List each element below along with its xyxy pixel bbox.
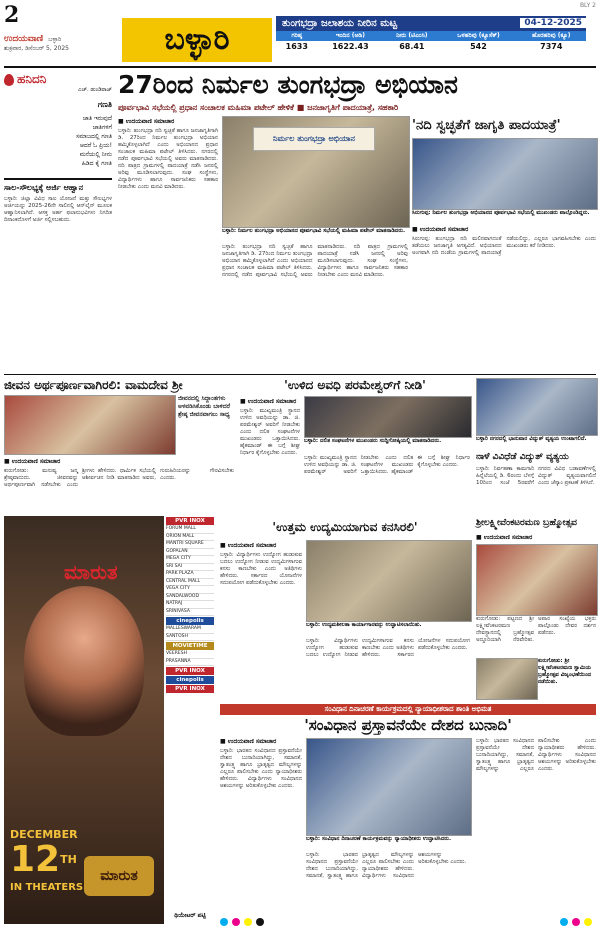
cinepolis-logo: cinepolis xyxy=(166,676,214,684)
poem-title: ಗಣತಿ xyxy=(97,100,112,109)
right-photo-caption: ಸಿರುಗುಪ್ಪ: ನಿರ್ಮಲ ತುಂಗಭದ್ರಾ ಅಭಿಯಾನದ ಪೂರ್ವಭಾವಿ ಸಭೆಯಲ್ಲಿ ಮುಖಂಡರು ಪಾಲ್ಗೊಂಡಿದ್ದರು. xyxy=(412,210,590,216)
registration-mark xyxy=(584,918,592,926)
edition-label: ಬಳ್ಳಾರಿ xyxy=(48,36,62,43)
theater-name: NATRAJ xyxy=(166,601,214,609)
udyami-body-continued: ಬಳ್ಳಾರಿ: ವಿದ್ಯಾರ್ಥಿಗಳು ಉದ್ಯೋಗ ಹುಡುಕುವ ಬದಲು ಉದ್ಯೋಗ ನೀಡುವ ಉದ್ಯಮಿಗಳಾಗುವ ಕನಸು ಕಾಣಬೇಕು ಎಂದು ಅತಿಥಿಗಳು ಹೇಳಿದರು. ಸರ್ಕಾರದ ಯೋಜನೆಗಳ ಸದುಪಯೋಗ ಪಡೆದುಕೊಳ್ಳಬೇಕು ಎಂದರು. xyxy=(306,638,470,658)
theater-name: SANDALWOOD xyxy=(166,594,214,602)
registration-mark xyxy=(244,918,252,926)
right-byline: ■ ಉದಯವಾಣಿ ಸಮಾಚಾರ xyxy=(412,226,469,233)
dam-panel-title xyxy=(276,16,586,31)
theater-names xyxy=(166,651,214,666)
movie-day-suffix: TH xyxy=(60,853,77,866)
dam-value: 1633 xyxy=(285,42,308,51)
registration-mark xyxy=(232,918,240,926)
right-body: ಸಿರುಗುಪ್ಪ: ತುಂಗಭದ್ರಾ ನದಿ ಮಲಿನವಾಗದಂತೆ ತಡೆಯಲು ಜನಜಾಗೃತಿ ಅಗತ್ಯವಿದೆ. ಅಭಿಯಾನದ ಅಂಗವಾಗಿ ನದಿ ದಂಡೆಯ ಗ್ರಾಮಗಳಲ್ಲಿ ಪಾದಯಾತ್ರೆ ನಡೆಯಲಿದ್ದು, ಎಲ್ಲರೂ ಭಾಗವಹಿಸಬೇಕು ಎಂದು ಮುಖಂಡರು ಕರೆ ನೀಡಿದರು. xyxy=(412,236,596,256)
lead-body: ಬಳ್ಳಾರಿ: ತುಂಗಭದ್ರಾ ನದಿ ಸ್ವಚ್ಛತೆ ಹಾಗೂ ಜನಜಾಗೃತಿಗಾಗಿ ಡಿ. 27ರಿಂದ ನಿರ್ಮಲ ತುಂಗಭದ್ರಾ ಅಭಿಯಾನ ಹಮ್ಮಿಕೊಳ್ಳಲಾಗಿದೆ ಎಂದು ಅಭಿಯಾನದ ಪ್ರಧಾನ ಸಂಚಾಲಕ ಮಹಿಮಾ ಪಟೇಲ್ ತಿಳಿಸಿದರು. ನಗರದಲ್ಲಿ ನಡೆದ ಪೂರ್ವಭಾವಿ ಸಭೆಯಲ್ಲಿ ಅವರು ಮಾತನಾಡಿದರು. ನದಿ ಪಾತ್ರದ ಗ್ರಾಮಗಳಲ್ಲಿ ಪಾದಯಾತ್ರೆ ನಡೆಸಿ ಜನರಲ್ಲಿ ಅರಿವು ಮೂಡಿಸಲಾಗುವುದು. ಸಂಘ ಸಂಸ್ಥೆಗಳು, ವಿದ್ಯಾರ್ಥಿಗಳು ಹಾಗೂ ಸಾರ್ವಜನಿಕರು ಸಹಕಾರ ನೀಡಬೇಕು ಎಂದು ಮನವಿ ಮಾಡಿದರು. xyxy=(118,128,218,190)
vamadev-body: ಕುರುಗೋಡು: ಮನುಷ್ಯ ಜನ್ಮ ಶ್ರೇಷ್ಠವಾದುದು. ಜೀವನವನ್ನು ಅರ್ಥಪೂರ್ಣವಾಗಿ ನಡೆಸಬೇಕು ಎಂದು ಶ್ರೀಗಳು ಹೇಳಿದರು. ಧಾರ್ಮಿಕ ಸಭೆಯಲ್ಲಿ ಆಶೀರ್ವಚನ ನೀಡಿ ಮಾತನಾಡಿದ ಅವರು, ಗುರುಹಿರಿಯರನ್ನು ಗೌರವಿಸಬೇಕು ಎಂದರು. xyxy=(4,468,234,488)
theater-name: MALLESWARAM xyxy=(166,626,214,634)
registration-mark xyxy=(220,918,228,926)
theater-list-footer: ಥಿಯೇಟರ್ ಪಟ್ಟಿ xyxy=(174,912,206,919)
lead-subhead: ಪೂರ್ವಭಾವಿ ಸಭೆಯಲ್ಲಿ ಪ್ರಧಾನ ಸಂಚಾಲಕ ಮಹಿಮಾ ಪಟೇಲ್ ಹೇಳಿಕೆ ■ ಜನಜಾಗೃತಿಗೆ ಪಾದಯಾತ್ರೆ, ಸಹಕಾರಿ xyxy=(118,103,399,112)
venkatesh-byline: ■ ಉದಯವಾಣಿ ಸಮಾಚಾರ xyxy=(476,534,533,541)
movie-release-day xyxy=(10,840,77,880)
theater-name: SRI SAI xyxy=(166,564,214,572)
movie-day-number: 12 xyxy=(10,839,61,880)
parameshwar-photo-caption: ಬಳ್ಳಾರಿ: ದಲಿತ ಸಂಘಟನೆಗಳ ಮುಖಂಡರು ಸುದ್ದಿಗೋಷ್ಠಿಯಲ್ಲಿ ಮಾತನಾಡಿದರು. xyxy=(304,438,442,444)
page-number: 2 xyxy=(4,2,20,28)
movie-title-badge: ಮಾರುತ xyxy=(84,856,154,896)
udyami-photo-caption: ಬಳ್ಳಾರಿ: ಉದ್ಯಮಶೀಲತಾ ಕಾರ್ಯಾಗಾರವನ್ನು ಉದ್ಘಾಟಿಸಲಾಯಿತು. xyxy=(306,622,422,628)
vamadev-photo xyxy=(4,395,176,455)
poem-line: ಮನೆಯಲ್ಲಿ ನೀನು xyxy=(79,151,112,158)
constitution-photo xyxy=(306,738,472,836)
venkatesh-photo xyxy=(476,544,598,616)
theater-name: GOPALAN xyxy=(166,549,214,557)
registration-mark xyxy=(572,918,580,926)
story-body: ಬಳ್ಳಾರಿ: ಜಿಲ್ಲಾ ವಿವಿಧ ಸಾಲ ಯೋಜನೆ ಮತ್ತು ಸೌಲಭ್ಯಗಳ ಅರ್ಜಿಯನ್ನು 2025-26ನೇ ಸಾಲಿನಲ್ಲಿ ಆನ್‌ಲೈನ್ ಮೂಲಕ ಆಹ್ವಾನಿಸಲಾಗಿದೆ. ಆಸಕ್ತ ಅರ್ಹ ಫಲಾನುಭವಿಗಳು ನಿಗದಿತ ದಿನಾಂಕದೊಳಗೆ ಅರ್ಜಿ ಸಲ್ಲಿಸಬಹುದು. xyxy=(4,196,112,223)
poem-line: ಆದರೆ ಓ ಪ್ರಿಯ! xyxy=(79,142,112,149)
drop-icon xyxy=(4,74,14,86)
dam-date: 04-12-2025 xyxy=(520,18,586,28)
dam-value: 7374 xyxy=(540,42,563,51)
edition-code: BLY 2 xyxy=(579,2,596,9)
power-headline: ನಾಳೆ ವಿವಿಧೆಡೆ ವಿದ್ಯುತ್ ವ್ಯತ್ಯಯ xyxy=(476,452,569,462)
movie-poster-figure xyxy=(24,586,144,736)
vamadev-headline: ಜೀವನ ಅರ್ಥಪೂರ್ಣವಾಗಿರಲಿ: ವಾಮದೇವ ಶ್ರೀ xyxy=(4,378,183,392)
right-photo xyxy=(412,138,598,210)
poem-line: ಜಾತಿ ಇರುವುದೆ xyxy=(82,115,112,122)
dam-value: 542 xyxy=(470,42,487,51)
right-body-col xyxy=(412,224,596,356)
lead-photo xyxy=(222,116,410,228)
hanidani-header xyxy=(4,72,112,87)
theater-name: ORION MALL xyxy=(166,534,214,542)
banner-text: ನಿರ್ಮಲ ತುಂಗಭದ್ರಾ ಅಭಿಯಾನ xyxy=(253,127,375,151)
theater-name: VEERESH xyxy=(166,651,214,659)
constitution-body-col xyxy=(220,736,302,918)
venkatesh-photo-small xyxy=(476,658,538,700)
dam-header: ನೀರು (ಟಿಎಂಸಿ) xyxy=(383,31,440,41)
theater-name: PRASANNA xyxy=(166,659,214,667)
dam-header: ಗರಿಷ್ಠ xyxy=(276,31,318,41)
venkatesh-photo-caption: ಕುರುಗೋಡು: ಶ್ರೀ ಲಕ್ಷ್ಮೀವೆಂಕಟರಮಣ ಸ್ವಾಮಿಯ ಬ್ರಹ್ಮೋತ್ಸವ ವಿಜೃಂಭಣೆಯಿಂದ ನಡೆಯಿತು. xyxy=(538,658,592,685)
constitution-body: ಬಳ್ಳಾರಿ: ಭಾರತದ ಸಂವಿಧಾನದ ಪ್ರಸ್ತಾವನೆಯೇ ದೇಶದ ಬುನಾದಿಯಾಗಿದ್ದು, ಸಮಾನತೆ, ಸ್ವಾತಂತ್ರ್ಯ ಹಾಗೂ ಭ್ರಾತೃತ್ವದ ಮೌಲ್ಯಗಳನ್ನು ಎಲ್ಲರೂ ಪಾಲಿಸಬೇಕು ಎಂದು ನ್ಯಾಯಾಧೀಶರು ಹೇಳಿದರು. ವಿದ್ಯಾರ್ಥಿಗಳು ಸಂವಿಧಾನದ ಆಶಯಗಳನ್ನು ಅರಿತುಕೊಳ್ಳಬೇಕು ಎಂದರು. xyxy=(220,748,302,789)
pvr-logo: PVR INOX xyxy=(166,685,214,693)
poem-line: ಜಾತಿಗಳಿಗೆ xyxy=(92,124,112,131)
theater-name: CENTRAL MALL xyxy=(166,579,214,587)
parameshwar-body-col xyxy=(240,396,300,508)
lead-byline: ■ ಉದಯವಾಣಿ ಸಮಾಚಾರ xyxy=(118,118,175,125)
dam-header: ಒಳಹರಿವು (ಕ್ಯೂಸೆಕ್) xyxy=(440,31,516,41)
movie-tagline: IN THEATERS xyxy=(10,882,84,893)
power-photo-caption: ಬಳ್ಳಾರಿ ನಗರದಲ್ಲಿ ಭಾನುವಾರ ವಿದ್ಯುತ್ ವ್ಯತ್ಯಯ ಉಂಟಾಗಲಿದೆ. xyxy=(476,436,587,442)
registration-mark xyxy=(256,918,264,926)
theater-name: FORUM MALL xyxy=(166,526,214,534)
dam-header: ಹೊರಹರಿವು (ಕ್ಯೂ) xyxy=(517,31,586,41)
parameshwar-body-continued: ಬಳ್ಳಾರಿ: ಮುಖ್ಯಮಂತ್ರಿ ಸ್ಥಾನದ ಉಳಿದ ಅವಧಿಯನ್ನು ಡಾ. ಜಿ. ಪರಮೇಶ್ವರ್ ಅವರಿಗೆ ನೀಡಬೇಕು ಎಂದು ದಲಿತ ಸಂಘಟನೆಗಳ ಮುಖಂಡರು ಒತ್ತಾಯಿಸಿದರು. ಹೈಕಮಾಂಡ್ ಈ ಬಗ್ಗೆ ಶೀಘ್ರ ನಿರ್ಧಾರ ಕೈಗೊಳ್ಳಬೇಕು ಎಂದರು. xyxy=(304,455,470,475)
parameshwar-body: ಬಳ್ಳಾರಿ: ಮುಖ್ಯಮಂತ್ರಿ ಸ್ಥಾನದ ಉಳಿದ ಅವಧಿಯನ್ನು ಡಾ. ಜಿ. ಪರಮೇಶ್ವರ್ ಅವರಿಗೆ ನೀಡಬೇಕು ಎಂದು ದಲಿತ ಸಂಘಟನೆಗಳ ಮುಖಂಡರು ಒತ್ತಾಯಿಸಿದರು. ಹೈಕಮಾಂಡ್ ಈ ಬಗ್ಗೆ ಶೀಘ್ರ ನಿರ್ಧಾರ ಕೈಗೊಳ್ಳಬೇಕು ಎಂದರು. xyxy=(240,408,300,456)
dam-value: 1622.43 xyxy=(332,42,369,51)
lead-body-col xyxy=(118,116,218,368)
dam-header: ಇಂದಿನ (ಅಡಿ) xyxy=(318,31,384,41)
constitution-body-continued: ಬಳ್ಳಾರಿ: ಭಾರತದ ಸಂವಿಧಾನದ ಪ್ರಸ್ತಾವನೆಯೇ ದೇಶದ ಬುನಾದಿಯಾಗಿದ್ದು, ಸಮಾನತೆ, ಸ್ವಾತಂತ್ರ್ಯ ಹಾಗೂ ಭ್ರಾತೃತ್ವದ ಮೌಲ್ಯಗಳನ್ನು ಎಲ್ಲರೂ ಪಾಲಿಸಬೇಕು ಎಂದು ನ್ಯಾಯಾಧೀಶರು ಹೇಳಿದರು. ವಿದ್ಯಾರ್ಥಿಗಳು ಸಂವಿಧಾನದ ಆಶಯಗಳನ್ನು ಅರಿತುಕೊಳ್ಳಬೇಕು ಎಂದರು. xyxy=(306,852,467,879)
section-rule xyxy=(4,374,596,375)
venkatesh-body: ಕುರುಗೋಡು: ಪಟ್ಟಣದ ಶ್ರೀ ಲಕ್ಷ್ಮೀವೆಂಕಟರಮಣ ದೇವಸ್ಥಾನದಲ್ಲಿ ಬ್ರಹ್ಮೋತ್ಸವ ಅದ್ದೂರಿಯಾಗಿ ನೆರವೇರಿತು. ಅಪಾರ ಸಂಖ್ಯೆಯ ಭಕ್ತರು ಪಾಲ್ಗೊಂಡು ದೇವರ ದರ್ಶನ ಪಡೆದರು. xyxy=(476,616,596,643)
dam-level-panel xyxy=(276,16,586,64)
dam-value: 68.41 xyxy=(399,42,425,51)
dam-title-text: ತುಂಗಭದ್ರಾ ಜಲಾಶಯ ನೀರಿನ ಮಟ್ಟ xyxy=(282,18,397,29)
poem-line: ಸಮಾಜದಲ್ಲಿ ಗಣತಿ xyxy=(75,133,112,140)
parameshwar-byline: ■ ಉದಯವಾಣಿ ಸಮಾಚಾರ xyxy=(240,398,297,405)
city-title: ಬಳ್ಳಾರಿ xyxy=(122,18,272,62)
masthead-left xyxy=(4,2,120,52)
poem xyxy=(4,114,112,168)
story-headline: ಸಾಲ-ಸೌಲಭ್ಯಕ್ಕೆ ಅರ್ಜಿ ಆಹ್ವಾನ xyxy=(4,178,112,193)
theater-name: PARK PLAZA xyxy=(166,571,214,579)
movie-ad xyxy=(4,516,164,924)
udyami-photo xyxy=(306,540,472,622)
vamadev-byline: ■ ಉದಯವಾಣಿ ಸಮಾಚಾರ xyxy=(4,458,61,465)
parameshwar-photo xyxy=(304,396,472,438)
cinepolis-logo: cinepolis xyxy=(166,617,214,625)
dam-table xyxy=(276,31,586,52)
theater-names xyxy=(166,526,214,616)
theater-name: SRINIVASA xyxy=(166,609,214,617)
power-photo xyxy=(476,378,598,436)
parameshwar-headline: 'ಉಳಿದ ಅವಧಿ ಪರಮೇಶ್ವರ್‌ಗೆ ನೀಡಿ' xyxy=(284,378,426,392)
power-body: ಬಳ್ಳಾರಿ: ನಿರ್ವಹಣಾ ಕಾಮಗಾರಿ ಹಿನ್ನೆಲೆಯಲ್ಲಿ ಡಿ. 6ರಂದು ಬೆಳಗ್ಗೆ 10ರಿಂದ ಸಂಜೆ 5ರವರೆಗೆ ನಗರದ ವಿವಿಧ ಬಡಾವಣೆಗಳಲ್ಲಿ ವಿದ್ಯುತ್ ವ್ಯತ್ಯಯವಾಗಲಿದೆ ಎಂದು ಜೆಸ್ಕಾಂ ಪ್ರಕಟಣೆ ತಿಳಿಸಿದೆ. xyxy=(476,466,596,486)
udyami-headline: 'ಉತ್ತಮ ಉದ್ಯಮಿಯಾಗುವ ಕನಸಿರಲಿ' xyxy=(272,520,418,534)
theater-name: MANTRI SQUARE xyxy=(166,541,214,549)
theater-name: SANTOSH xyxy=(166,634,214,642)
theater-list xyxy=(166,516,214,924)
constitution-kicker: ಸಂವಿಧಾನ ದಿನಾಚರಣೆ ಕಾರ್ಯಕ್ರಮದಲ್ಲಿ ನ್ಯಾಯಾಧೀಶರಾದ ಶಾಂತಿ ಅಭಿಮತ xyxy=(220,704,596,715)
registration-mark xyxy=(560,918,568,926)
right-headline: 'ನದಿ ಸ್ವಚ್ಛತೆಗೆ ಜಾಗೃತಿ ಪಾದಯಾತ್ರೆ' xyxy=(412,118,561,133)
vamadev-body-col xyxy=(4,456,234,518)
poem-line: ಹಿಡಿದ ಕೈ ಗಣತಿ xyxy=(81,160,112,167)
lead-photo-caption: ಬಳ್ಳಾರಿ: ನಿರ್ಮಲ ತುಂಗಭದ್ರಾ ಅಭಿಯಾನದ ಪೂರ್ವಭಾವಿ ಸಭೆಯಲ್ಲಿ ಮಹಿಮಾ ಪಟೇಲ್ ಮಾತನಾಡಿದರು. xyxy=(222,228,406,234)
constitution-headline: 'ಸಂವಿಧಾನ ಪ್ರಸ್ತಾವನೆಯೇ ದೇಶದ ಬುನಾದಿ' xyxy=(304,716,512,734)
movietime-logo: MOVIETIME xyxy=(166,642,214,650)
column-author: ಎಚ್. ಡುಂಡಿರಾಜ್ xyxy=(77,87,112,93)
movie-release-month: DECEMBER xyxy=(10,828,78,841)
udyami-body-col xyxy=(220,540,302,682)
theater-name: VEGA CITY xyxy=(166,586,214,594)
constitution-byline: ■ ಉದಯವಾಣಿ ಸಮಾಚಾರ xyxy=(220,738,277,745)
theater-names xyxy=(166,626,214,641)
lead-headline: 27ರಿಂದ ನಿರ್ಮಲ ತುಂಗಭದ್ರಾ ಅಭಿಯಾನ xyxy=(118,70,458,99)
udyami-body: ಬಳ್ಳಾರಿ: ವಿದ್ಯಾರ್ಥಿಗಳು ಉದ್ಯೋಗ ಹುಡುಕುವ ಬದಲು ಉದ್ಯೋಗ ನೀಡುವ ಉದ್ಯಮಿಗಳಾಗುವ ಕನಸು ಕಾಣಬೇಕು ಎಂದು ಅತಿಥಿಗಳು ಹೇಳಿದರು. ಸರ್ಕಾರದ ಯೋಜನೆಗಳ ಸದುಪಯೋಗ ಪಡೆದುಕೊಳ್ಳಬೇಕು ಎಂದರು. xyxy=(220,552,302,586)
constitution-photo-caption: ಬಳ್ಳಾರಿ: ಸಂವಿಧಾನ ದಿನಾಚರಣೆ ಕಾರ್ಯಕ್ರಮವನ್ನು ನ್ಯಾಯಾಧೀಶರು ಉದ್ಘಾಟಿಸಿದರು. xyxy=(306,836,452,842)
paper-name: ಉದಯವಾಣಿ xyxy=(4,34,44,44)
lead-body-continued: ಬಳ್ಳಾರಿ: ತುಂಗಭದ್ರಾ ನದಿ ಸ್ವಚ್ಛತೆ ಹಾಗೂ ಜನಜಾಗೃತಿಗಾಗಿ ಡಿ. 27ರಿಂದ ನಿರ್ಮಲ ತುಂಗಭದ್ರಾ ಅಭಿಯಾನ ಹಮ್ಮಿಕೊಳ್ಳಲಾಗಿದೆ ಎಂದು ಅಭಿಯಾನದ ಪ್ರಧಾನ ಸಂಚಾಲಕ ಮಹಿಮಾ ಪಟೇಲ್ ತಿಳಿಸಿದರು. ನಗರದಲ್ಲಿ ನಡೆದ ಪೂರ್ವಭಾವಿ ಸಭೆಯಲ್ಲಿ ಅವರು ಮಾತನಾಡಿದರು. ನದಿ ಪಾತ್ರದ ಗ್ರಾಮಗಳಲ್ಲಿ ಪಾದಯಾತ್ರೆ ನಡೆಸಿ ಜನರಲ್ಲಿ ಅರಿವು ಮೂಡಿಸಲಾಗುವುದು. ಸಂಘ ಸಂಸ್ಥೆಗಳು, ವಿದ್ಯಾರ್ಥಿಗಳು ಹಾಗೂ ಸಾರ್ವಜನಿಕರು ಸಹಕಾರ ನೀಡಬೇಕು ಎಂದು ಮನವಿ ಮಾಡಿದರು. xyxy=(222,244,408,278)
masthead-rule xyxy=(4,66,596,68)
left-column xyxy=(4,72,112,372)
udyami-byline: ■ ಉದಯವಾಣಿ ಸಮಾಚಾರ xyxy=(220,542,277,549)
theater-name: MEGA CITY xyxy=(166,556,214,564)
pvr-logo: PVR INOX xyxy=(166,517,214,525)
pvr-logo: PVR INOX xyxy=(166,667,214,675)
vamadev-pull-quote: ಜೀವನದಲ್ಲಿ ಸಿದ್ದಾಂತಗಳು ಅಳವಡಿಸಿಕೊಂಡು ಬಾಳಿದರೆ ಶ್ರೇಷ್ಠ ಜೀವನವಾಗಲು ಸಾಧ್ಯ xyxy=(178,395,231,418)
constitution-body-right: ಬಳ್ಳಾರಿ: ಭಾರತದ ಸಂವಿಧಾನದ ಪ್ರಸ್ತಾವನೆಯೇ ದೇಶದ ಬುನಾದಿಯಾಗಿದ್ದು, ಸಮಾನತೆ, ಸ್ವಾತಂತ್ರ್ಯ ಹಾಗೂ ಭ್ರಾತೃತ್ವದ ಮೌಲ್ಯಗಳನ್ನು ಎಲ್ಲರೂ ಪಾಲಿಸಬೇಕು ಎಂದು ನ್ಯಾಯಾಧೀಶರು ಹೇಳಿದರು. ವಿದ್ಯಾರ್ಥಿಗಳು ಸಂವಿಧಾನದ ಆಶಯಗಳನ್ನು ಅರಿತುಕೊಳ್ಳಬೇಕು ಎಂದರು. xyxy=(476,738,596,772)
movie-title-logo: ಮಾರುತ xyxy=(64,560,118,584)
section-name: ಹನಿದನಿ xyxy=(17,72,47,86)
date-line: ಶುಕ್ರವಾರ, ಡಿಸೆಂಬರ್ 5, 2025 xyxy=(4,45,69,52)
venkatesh-headline: ಶ್ರೀಲಕ್ಷ್ಮೀವೆಂಕಟರಮಣ ಬ್ರಹ್ಮೋತ್ಸವ xyxy=(476,518,577,528)
